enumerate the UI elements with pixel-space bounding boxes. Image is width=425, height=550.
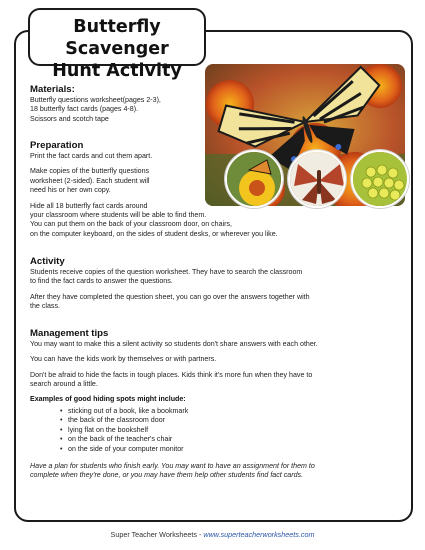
preparation-text: on the computer keyboard, on the sides of student desks, or wherever you like.	[30, 229, 278, 238]
activity-heading: Activity	[30, 256, 65, 267]
materials-line: Scissors and scotch tape	[30, 114, 109, 123]
preparation-text: Make copies of the butterfly questions	[30, 167, 150, 176]
atlas-moth-photo	[288, 150, 346, 208]
list-item: • on the side of your computer monitor	[60, 445, 318, 454]
preparation-heading: Preparation	[30, 140, 84, 151]
preparation-text: You can put them on the back of your classroom door, on chairs,	[30, 220, 233, 229]
preparation-text: Print the fact cards and cut them apart.	[30, 152, 153, 160]
footer-text: Super Teacher Worksheets -	[110, 530, 204, 539]
list-item: • the back of the classroom door	[60, 416, 318, 425]
list-item: • on the back of the teacher's chair	[60, 435, 318, 444]
list-item: • lying flat on the bookshelf	[60, 426, 318, 435]
preparation-text: your classroom where students will be able to find them.	[30, 211, 207, 220]
hiding-spots-list	[60, 407, 318, 454]
examples-heading: Examples of good hiding spots might include:	[30, 394, 186, 403]
preparation-text: worksheet (2-sided). Each student will	[30, 176, 150, 185]
management-text: You can have the kids work by themselves or with partners.	[30, 355, 217, 364]
activity-text: to find the fact cards to answer the questions.	[30, 277, 173, 286]
preparation-section	[30, 140, 278, 239]
preparation-text: Hide all 18 butterfly fact cards around	[30, 201, 148, 210]
management-section	[30, 328, 318, 481]
management-text: You may want to make this a silent activity so students don't share answers with each other.	[30, 340, 318, 348]
preparation-text: need his or her own copy.	[30, 186, 111, 195]
materials-section	[30, 84, 161, 124]
materials-heading: Materials:	[30, 84, 75, 95]
footer	[0, 530, 425, 539]
butterfly-eggs-photo	[351, 150, 409, 208]
title-line-2: Hunt Activity	[52, 61, 182, 81]
activity-text: After they have completed the question sheet, you can go over the answers together with	[30, 292, 310, 301]
closing-note: complete when they're done, or you may have them help other students find fact cards.	[30, 471, 304, 480]
list-item: • sticking out of a book, like a bookmark	[60, 407, 318, 416]
management-heading: Management tips	[30, 328, 109, 339]
activity-text: the class.	[30, 302, 60, 311]
closing-note: Have a plan for students who finish early. You may want to have an assignment for them to	[30, 462, 315, 471]
materials-line: 18 butterfly fact cards (pages 4-8).	[30, 105, 139, 114]
activity-text: Students receive copies of the question worksheet. They have to search the classroom	[30, 268, 303, 276]
title-line-1: Butterfly Scavenger	[65, 17, 169, 59]
materials-line: Butterfly questions worksheet(pages 2-3),	[30, 96, 161, 104]
title-box	[28, 8, 206, 81]
management-text: search around a little.	[30, 380, 98, 389]
activity-section	[30, 256, 310, 312]
footer-link[interactable]: www.superteacherworksheets.com	[203, 530, 315, 539]
management-text: Don't be afraid to hide the facts in tough places. Kids think it's more fun when they have to	[30, 370, 313, 379]
